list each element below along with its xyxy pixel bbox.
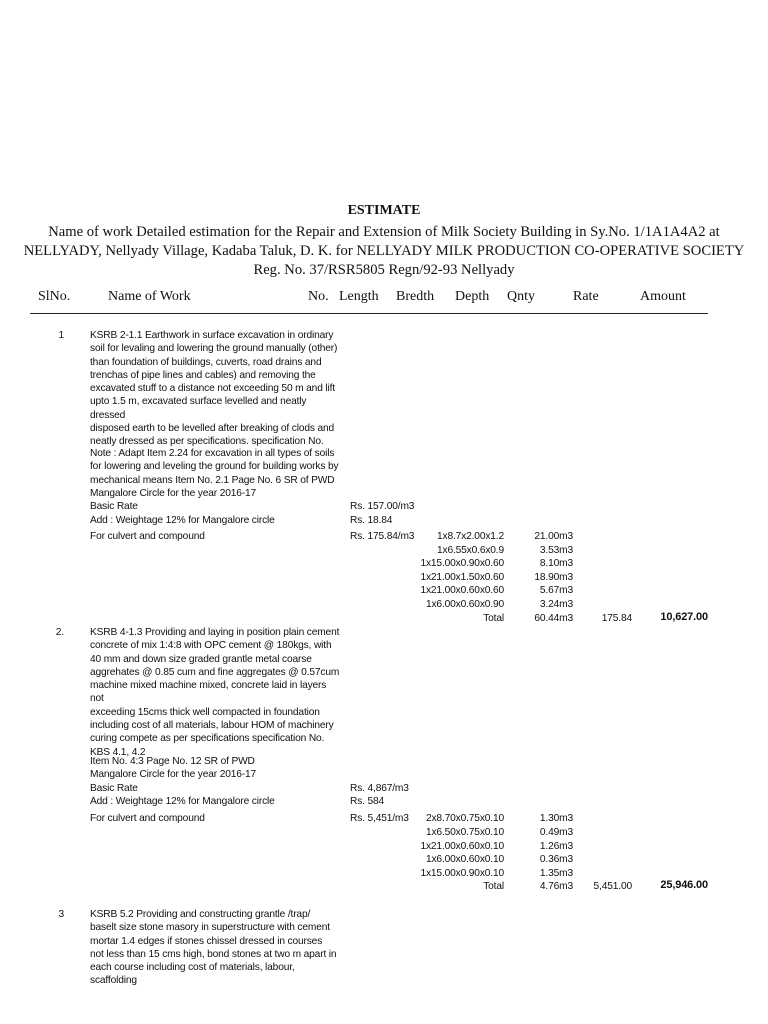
- total-quantity: 4.76m3: [539, 881, 573, 892]
- item-rate: 5,451.00: [593, 881, 632, 892]
- header-name-of-work: Name of Work: [108, 289, 191, 304]
- item-description: KSRB 2-1.1 Earthwork in surface excavation in ordinary soil for levaling and lowering the ground manually (other) than foundation of buildings, cuverts, road drains and trenchas of pipe lines and cables) and removing the excavated stuff to a distance not exceeding 50 m and lift upto 1.5 m, excavated surface levelled and neatly dressed disposed earth to be levelled after breaking of clods and neatly dressed as per specifications. specification No.: [90, 330, 338, 448]
- measurement-dimension: 1x21.00x0.60x0.10: [420, 841, 504, 852]
- basic-rate-value: Rs. 157.00/m3: [350, 501, 415, 512]
- header-rate: Rate: [573, 289, 599, 304]
- item-description: KSRB 4-1.3 Providing and laying in position plain cement concrete of mix 1:4:8 with OPC cement @ 180kgs, with 40 mm and down size graded grantle metal coarse aggrehates @ 0.85 cum and fine aggregates @ 0.57cum machine mixed machine mixed, concrete laid in layers not exceeding 15cms thick well compacted in foundation including cost of all materials, labour HOM of machinery curing compete as per specifications specification No. KBS 4.1, 4.2: [90, 627, 340, 758]
- measurement-quantity: 18.90m3: [534, 572, 573, 583]
- measurement-quantity: 1.30m3: [539, 813, 573, 824]
- measurement-quantity: 8.10m3: [539, 558, 573, 569]
- header-qnty: Qnty: [507, 289, 535, 304]
- item-note: Note : Adapt Item 2.24 for excavation in all types of soils for lowering and leveling the ground for building works by mechanical means Item No. 2.1 Page No. 6 SR of PWD Mangalore Circle for the year 2016-17: [90, 448, 339, 499]
- basic-rate-label: Basic Rate: [90, 783, 138, 794]
- document-title: ESTIMATE: [347, 203, 421, 218]
- combined-rate-value: Rs. 5,451/m3: [350, 813, 409, 824]
- measurement-dimension: 1x21.00x0.60x0.60: [420, 585, 504, 596]
- header-depth: Depth: [455, 289, 490, 304]
- header-no: No.: [308, 289, 329, 304]
- total-label: Total: [483, 881, 504, 892]
- basic-rate-value: Rs. 4,867/m3: [350, 783, 409, 794]
- item-description: KSRB 5.2 Providing and constructing grantle /trap/ baselt size stone masory in superstructure with cement mortar 1.4 edges if stones chissel dressed in courses not less than 15 cms high, bond stones at two m apart in each course including cost of materials, labour, scaffolding: [90, 909, 337, 987]
- for-culvert-label: For culvert and compound: [90, 531, 205, 542]
- item-rate: 175.84: [601, 613, 632, 624]
- measurement-quantity: 1.35m3: [539, 868, 573, 879]
- for-culvert-label: For culvert and compound: [90, 813, 205, 824]
- measurement-dimension: 1x6.00x0.60x0.10: [425, 854, 504, 865]
- weightage-value: Rs. 18.84: [350, 515, 393, 526]
- header-slno: SlNo.: [38, 289, 71, 304]
- measurement-quantity: 5.67m3: [539, 585, 573, 596]
- measurement-dimension: 1x21.00x1.50x0.60: [420, 572, 504, 583]
- header-length: Length: [339, 289, 379, 304]
- measurement-quantity: 0.36m3: [539, 854, 573, 865]
- weightage-label: Add : Weightage 12% for Mangalore circle: [90, 796, 275, 807]
- item-amount: 25,946.00: [660, 879, 708, 891]
- measurement-quantity: 3.24m3: [539, 599, 573, 610]
- weightage-value: Rs. 584: [350, 796, 385, 807]
- weightage-label: Add : Weightage 12% for Mangalore circle: [90, 515, 275, 526]
- total-label: Total: [483, 613, 504, 624]
- measurement-dimension: 1x8.7x2.00x1.2: [437, 531, 504, 542]
- basic-rate-label: Basic Rate: [90, 501, 138, 512]
- work-name-text: Name of work Detailed estimation for the Repair and Extension of Milk Society Building in Sy.No. 1/1A1A4A2 at NELLYADY, Nellyady Village, Kadaba Taluk, D. K. for NELLYADY MILK PRODUCTION CO-OPERATIVE SOCIETY Reg. No. 37/RSR5805 Regn/92-93 Nellyady: [23, 224, 745, 278]
- item-sl-number: 1: [58, 330, 64, 341]
- item-sl-number: 2.: [55, 627, 64, 638]
- measurement-dimension: 1x6.55x0.6x0.9: [437, 545, 504, 556]
- measurement-quantity: 21.00m3: [534, 531, 573, 542]
- measurement-dimension: 1x6.50x0.75x0.10: [425, 827, 504, 838]
- measurement-quantity: 0.49m3: [539, 827, 573, 838]
- item-amount: 10,627.00: [660, 611, 708, 623]
- total-quantity: 60.44m3: [534, 613, 573, 624]
- measurement-dimension: 2x8.70x0.75x0.10: [425, 813, 504, 824]
- header-amount: Amount: [640, 289, 686, 304]
- header-divider: [30, 313, 708, 314]
- measurement-dimension: 1x6.00x0.60x0.90: [425, 599, 504, 610]
- header-breadth: Bredth: [396, 289, 435, 304]
- measurement-quantity: 1.26m3: [539, 841, 573, 852]
- measurement-quantity: 3.53m3: [539, 545, 573, 556]
- measurement-dimension: 1x15.00x0.90x0.60: [420, 558, 504, 569]
- measurement-dimension: 1x15.00x0.90x0.10: [420, 868, 504, 879]
- combined-rate-value: Rs. 175.84/m3: [350, 531, 415, 542]
- item-sl-number: 3: [58, 909, 64, 920]
- item-note: Item No. 4:3 Page No. 12 SR of PWD Mangalore Circle for the year 2016-17: [90, 756, 257, 781]
